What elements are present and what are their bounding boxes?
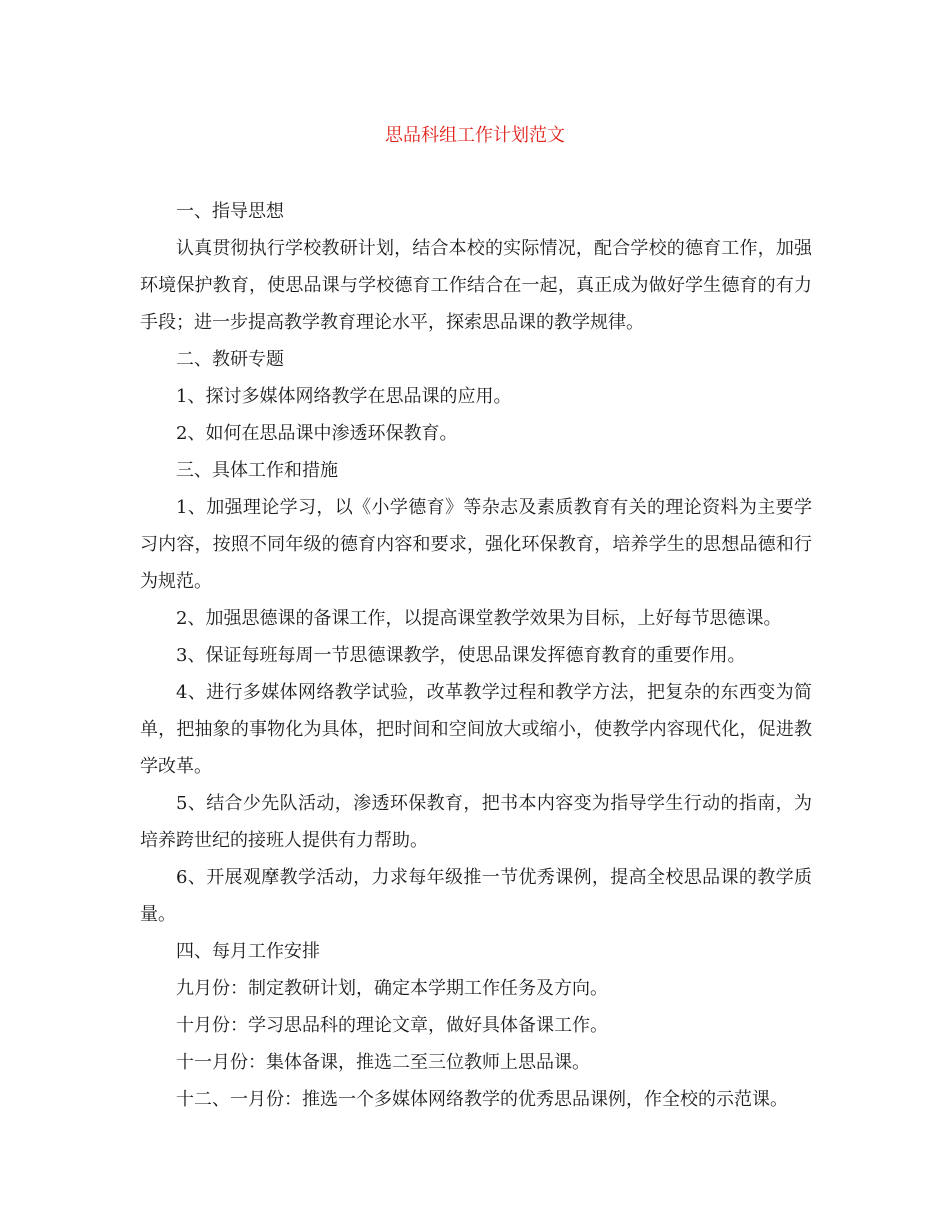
list-item: 1、探讨多媒体网络教学在思品课的应用。: [176, 386, 512, 407]
document-body: [140, 193, 812, 1118]
list-item: 1、加强理论学习，以《小学德育》等杂志及素质教育有关的理论资料为主要学习内容，按照不同年级的德育内容和要求，强化环保教育，培养学生的思想品德和行为规范。: [140, 497, 812, 592]
list-item: 2、加强思德课的备课工作，以提高课堂教学效果为目标，上好每节思德课。: [176, 608, 782, 629]
list-item: 6、开展观摩教学活动，力求每年级推一节优秀课例，提高全校思品课的教学质量。: [140, 867, 812, 925]
heading-guiding-thought: 一、指导思想: [176, 201, 284, 222]
heading-monthly-schedule: 四、每月工作安排: [176, 941, 320, 962]
list-item: 4、进行多媒体网络教学试验，改革教学过程和教学方法，把复杂的东西变为简单，把抽象的事物化为具体，把时间和空间放大或缩小，使教学内容现代化，促进教学改革。: [140, 682, 812, 777]
list-item: 3、保证每班每周一节思德课教学，使思品课发挥德育教育的重要作用。: [176, 645, 746, 666]
schedule-item: 十月份：学习思品科的理论文章，做好具体备课工作。: [176, 1015, 608, 1036]
schedule-item: 十一月份：集体备课，推选二至三位教师上思品课。: [176, 1052, 590, 1073]
schedule-item: 九月份：制定教研计划，确定本学期工作任务及方向。: [176, 978, 608, 999]
list-item: 5、结合少先队活动，渗透环保教育，把书本内容变为指导学生行动的指南，为培养跨世纪的接班人提供有力帮助。: [140, 793, 812, 851]
document-title: 思品科组工作计划范文: [385, 125, 565, 146]
list-item: 2、如何在思品课中渗透环保教育。: [176, 423, 458, 444]
paragraph-guiding-thought: 认真贯彻执行学校教研计划，结合本校的实际情况，配合学校的德育工作，加强环境保护教育，使思品课与学校德育工作结合在一起，真正成为做好学生德育的有力手段；进一步提高教学教育理论水平，探索思品课的教学规律。: [140, 238, 812, 333]
heading-measures: 三、具体工作和措施: [176, 460, 338, 481]
schedule-item: 十二、一月份：推选一个多媒体网络教学的优秀思品课例，作全校的示范课。: [176, 1089, 788, 1110]
heading-research-topics: 二、教研专题: [176, 349, 284, 370]
